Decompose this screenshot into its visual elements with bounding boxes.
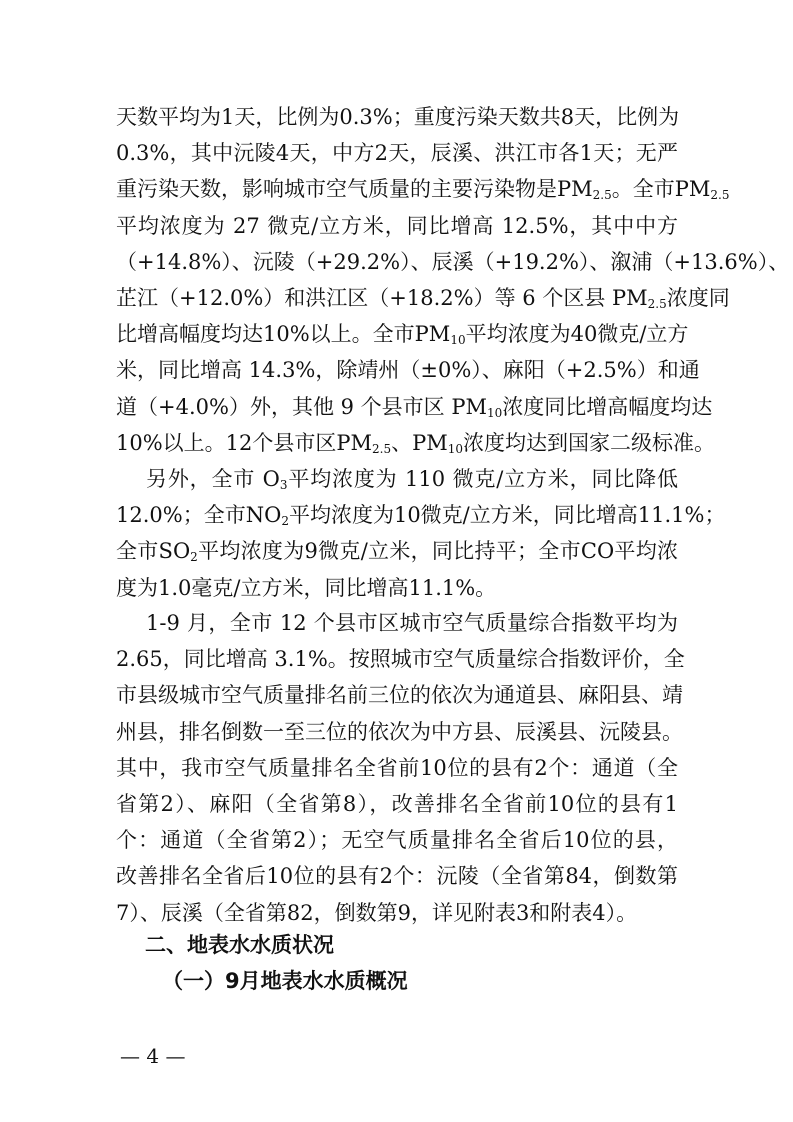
paragraph-line: 度为1.0毫克/立方米，同比增高11.1%。 [116,575,497,600]
subscript: 2 [190,550,198,565]
paragraph-line: 天数平均为1天，比例为0.3%；重度污染天数共8天，比例为 [116,105,680,129]
paragraph-line: 芷江（+12.0%）和洪江区（+18.2%）等 6 个区县 $PM_{2.5}$浓度同 [116,286,730,311]
paragraph-line: 省第2）、麻阳（全省第8），改善排名全省前10位的县有1 [116,792,678,816]
subscript: 2.5 [647,297,667,311]
subscript: 2 [281,514,289,529]
paragraph-line: （+14.8%）、沅陵（+29.2%）、辰溪（+19.2%）、溆浦（+13.6%）、 [116,249,790,274]
paragraph-line: 10%以上。12个县市区$PM_{2.5}$、$PM_{10}$浓度均达到国家二级标准。 [116,430,716,456]
paragraph-line: 改善排名全省后10位的县有2个：沅陵（全省第84，倒数第 [116,864,678,889]
paragraph-line: 比增高幅度均达10%以上。全市$PM_{10}$平均浓度为40微克/立方 [116,322,689,348]
subscript: 10 [447,441,464,456]
paragraph-line: 市县级城市空气质量排名前三位的依次为通道县、麻阳县、靖 [116,683,683,708]
subscript: 2.5 [372,441,392,456]
paragraph-line: 平均浓度为 27 微克/立方米，同比增高 12.5%，其中中方 [116,213,678,238]
subscript: 3 [279,478,288,492]
paragraph-line: 米，同比增高 14.3%，除靖州（±0%）、麻阳（+2.5%）和通 [116,358,700,383]
paragraph-line: 其中，我市空气质量排名全省前10位的县有2个：通道（全 [116,755,678,780]
section-heading: 二、地表水水质状况 [145,933,334,957]
paragraph-line: 另外，全市 $O_3$平均浓度为 110 微克/立方米，同比降低 [146,467,678,492]
subscript: 2.5 [592,188,612,203]
paragraph-line: 州县，排名倒数一至三位的依次为中方县、辰溪县、沅陵县。 [116,719,683,744]
paragraph-line: 12.0%；全市$NO_2$平均浓度为10微克/立方米，同比增高11.1%； [116,503,726,529]
subscript: 2.5 [710,188,730,203]
paragraph-line: 重污染天数，影响城市空气质量的主要污染物是$PM_{2.5}$。全市$PM_{2.5}$ [116,177,730,203]
subscript: 10 [450,333,466,348]
paragraph-line: 2.65，同比增高 3.1%。按照城市空气质量综合指数评价，全 [116,647,685,672]
paragraph-line: 0.3%，其中沅陵4天，中方2天，辰溪、洪江市各1天；无严 [116,141,678,166]
paragraph-line: 道（+4.0%）外，其他 9 个县市区 $PM_{10}$浓度同比增高幅度均达 [116,394,713,420]
paragraph-line: 个：通道（全省第2）；无空气质量排名全省后10位的县， [116,828,678,853]
page-number: — 4 — [120,1044,186,1068]
subsection-heading: （一）9月地表水水质概况 [162,969,408,993]
paragraph-line: 全市$SO_2$平均浓度为9微克/立米，同比持平；全市CO平均浓 [116,539,678,565]
paragraph-line: 1-9 月，全市 12 个县市区城市空气质量综合指数平均为 [146,611,678,635]
subscript: 10 [486,405,503,420]
paragraph-line: 7）、辰溪（全省第82，倒数第9，详见附表3和附表4）。 [116,900,638,925]
